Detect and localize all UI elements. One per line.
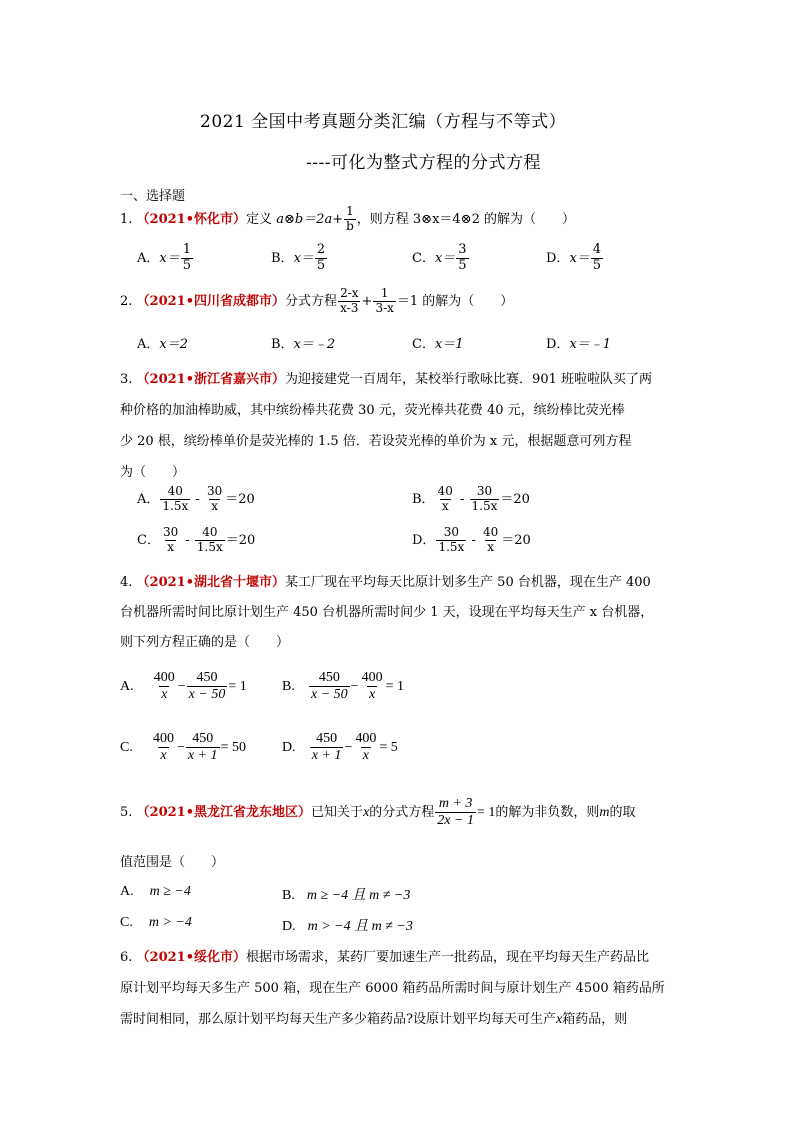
equation-rhs: ＝20 (501, 532, 531, 548)
question-text: 为迎接建党一百周年，某校举行歌咏比赛．901 班啦啦队买了两 (285, 372, 652, 387)
question-text: 箱药品，则 (562, 1012, 628, 1027)
equation-rhs: = 1 (228, 679, 247, 695)
fraction (353, 731, 378, 764)
numerator: 1 (182, 242, 192, 257)
option-variable: x＝ (569, 250, 590, 266)
question-text: 种价格的加油棒助威，其中缤纷棒共花费 30 元，荧光棒共花费 40 元，缤纷棒比荧光棒 (120, 403, 625, 418)
option-label: A. (120, 679, 134, 695)
fraction (186, 731, 220, 764)
numerator: 4 (592, 242, 602, 257)
option-label: B. (282, 888, 295, 903)
denominator: x (160, 748, 167, 764)
numerator: m + 3 (438, 796, 473, 811)
numerator: 400 (355, 731, 377, 746)
option-label: B． (412, 491, 435, 507)
option-label: C． (412, 250, 435, 266)
numerator: 400 (152, 731, 174, 746)
question-number: 5. (120, 805, 133, 821)
option-b[interactable] (282, 670, 404, 703)
question-text: 的分式方程 (369, 805, 435, 821)
option-text: x＝1 (434, 337, 464, 352)
question-1 (120, 205, 575, 234)
numerator: 40 (482, 525, 499, 539)
section-heading: 一、选择题 (120, 189, 186, 204)
question-source: （2021•浙江省嘉兴市） (136, 372, 286, 387)
option-c[interactable] (120, 915, 192, 931)
question-3 (120, 364, 680, 488)
minus-sign: - (185, 532, 190, 548)
minus-sign: − (176, 740, 185, 756)
denominator: 1.5x (438, 539, 465, 554)
denominator: 2x − 1 (437, 813, 474, 829)
option-c[interactable] (412, 333, 464, 352)
denominator: x + 1 (311, 748, 342, 764)
option-text: x＝﹣2 (293, 337, 336, 352)
question-number: 2. (120, 293, 133, 309)
option-label: D. (282, 919, 296, 934)
numerator: 40 (202, 525, 218, 539)
question-source: （2021•绥化市） (136, 950, 247, 965)
option-text: m > −4 且 m ≠ −3 (307, 919, 413, 934)
option-c[interactable] (120, 731, 246, 764)
question-text: 需时间相同，那么原计划平均每天生产多少箱药品?设原计划平均每天可生产 (120, 1012, 556, 1027)
document-title: 2021 全国中考真题分类汇编（方程与不等式） (200, 112, 567, 132)
option-text: m ≥ −4 且 m ≠ −3 (306, 888, 411, 903)
minus-sign: - (195, 491, 200, 507)
fraction (195, 526, 225, 555)
numerator: 2-x (340, 286, 359, 300)
denominator: x (368, 687, 376, 703)
numerator: 1 (346, 204, 354, 218)
question-text: 已知关于 (311, 805, 364, 821)
fraction (344, 205, 356, 234)
option-label: B. (282, 679, 295, 695)
numerator: 450 (196, 670, 218, 685)
document-subtitle: ----可化为整式方程的分式方程 (306, 153, 541, 173)
denominator: 1.5x (162, 498, 189, 513)
denominator: 1.5x (196, 539, 223, 554)
numerator: 30 (162, 525, 179, 539)
question-number: 3. (120, 372, 133, 387)
option-c[interactable] (412, 243, 470, 274)
numerator: 450 (318, 670, 340, 685)
option-label: D. (282, 740, 296, 756)
denominator: x (362, 748, 369, 764)
denominator: 1.5x (471, 498, 498, 513)
fraction (152, 670, 177, 703)
option-variable: x＝ (159, 250, 180, 266)
option-d[interactable] (282, 915, 413, 935)
denominator: x + 1 (187, 748, 218, 764)
fraction (160, 485, 190, 514)
option-label: D． (546, 337, 570, 352)
fraction (373, 287, 395, 316)
option-label: A． (137, 337, 160, 352)
fraction (181, 243, 193, 274)
option-text: x＝2 (159, 337, 188, 352)
option-b[interactable] (282, 884, 410, 904)
question-text: 分式方程 (285, 293, 338, 309)
question-source: （2021•四川省成都市） (136, 293, 286, 309)
option-text: m ≥ −4 (149, 884, 191, 899)
math-variable: m (599, 805, 610, 821)
minus-sign: − (344, 740, 353, 756)
fraction (187, 670, 228, 703)
question-text: 原计划平均每天多生产 500 箱，现在生产 6000 箱药品所需时间与原计划生产 4500 箱药品所 (120, 981, 665, 996)
denominator: x (211, 498, 218, 513)
option-d[interactable] (546, 333, 611, 352)
numerator: 3 (458, 242, 467, 257)
option-label: C. (120, 740, 133, 756)
denominator: b (346, 218, 354, 233)
question-4 (120, 568, 680, 658)
option-label: C. (120, 915, 133, 930)
option-label: D． (546, 250, 570, 266)
question-source: （2021•湖北省十堰市） (136, 575, 286, 590)
denominator: x (161, 687, 168, 703)
fraction (315, 243, 327, 274)
equation-rhs: = 1 (476, 805, 496, 821)
option-c[interactable] (137, 526, 255, 555)
question-text: 为（ ） (120, 465, 186, 480)
denominator: 3-x (375, 300, 394, 315)
question-text: 少 20 根，缤纷棒单价是荧光棒的 1.5 倍．若设荧光棒的单价为 x 元，根据题意可列方程 (120, 434, 632, 449)
math-variable: x (363, 805, 370, 821)
option-label: A. (120, 884, 134, 899)
denominator: 5 (458, 257, 467, 273)
numerator: 30 (443, 525, 459, 539)
question-text: ，则方程 3⊗x＝4⊗2 的解为（ ） (356, 211, 575, 227)
denominator: x (167, 539, 174, 554)
fraction (309, 670, 350, 703)
denominator: 5 (182, 257, 192, 273)
fraction (481, 526, 500, 555)
fraction (310, 731, 344, 764)
plus-sign: + (361, 293, 373, 309)
denominator: 5 (592, 257, 602, 273)
option-text: m > −4 (148, 915, 192, 930)
fraction (161, 526, 180, 555)
numerator: 30 (206, 484, 223, 498)
fraction (591, 243, 603, 274)
question-number: 1. (120, 211, 133, 227)
denominator: x (487, 539, 495, 554)
question-source: （2021•黑龙江省龙东地区） (136, 805, 312, 821)
option-text: x＝﹣1 (569, 337, 612, 352)
minus-sign: - (459, 491, 465, 507)
fraction (436, 526, 466, 555)
equation-rhs: ＝20 (500, 491, 530, 507)
fraction (360, 670, 385, 703)
equation-rhs: = 1 (385, 679, 404, 695)
denominator: x-3 (340, 300, 359, 315)
option-b[interactable] (271, 243, 328, 274)
option-b[interactable] (271, 333, 335, 352)
option-label: C． (137, 532, 160, 548)
denominator: x − 50 (188, 687, 226, 703)
numerator: 2 (316, 242, 326, 257)
option-d[interactable] (282, 731, 398, 764)
option-a[interactable] (137, 333, 188, 352)
numerator: 450 (316, 731, 338, 746)
minus-sign: − (177, 679, 186, 695)
fraction (338, 287, 360, 316)
option-label: D． (412, 532, 436, 548)
question-text: 根据市场需求，某药厂要加速生产一批药品，现在平均每天生产药品比 (246, 950, 650, 965)
option-b[interactable] (412, 485, 530, 514)
question-text: ＝1 的解为（ ） (396, 293, 514, 309)
fraction (151, 731, 176, 764)
denominator: x (441, 498, 449, 513)
question-number: 6. (120, 950, 133, 965)
option-label: C． (412, 337, 435, 352)
option-label: B． (271, 250, 294, 266)
option-label: B． (271, 337, 294, 352)
math-expression: a⊗b＝2a+ (276, 211, 344, 227)
fraction (470, 485, 500, 514)
denominator: 5 (316, 257, 326, 273)
question-text: 的取 (609, 805, 636, 821)
option-d[interactable] (546, 243, 604, 274)
question-5 (120, 796, 636, 829)
option-a[interactable] (137, 485, 255, 514)
option-a[interactable] (120, 670, 247, 703)
option-label: A． (137, 250, 160, 266)
question-text: 的解为非负数，则 (495, 805, 600, 821)
question-6 (120, 942, 680, 1035)
numerator: 450 (192, 731, 214, 746)
equation-rhs: = 5 (379, 740, 398, 756)
question-text: 值范围是（ ） (120, 855, 225, 870)
option-variable: x＝ (293, 250, 314, 266)
numerator: 30 (476, 484, 493, 498)
option-a[interactable] (120, 884, 191, 900)
question-text: 某工厂现在平均每天比原计划多生产 50 台机器，现在生产 400 (285, 575, 651, 590)
numerator: 40 (167, 484, 183, 498)
fraction (435, 796, 476, 829)
minus-sign: - (471, 532, 476, 548)
fraction (456, 243, 468, 274)
fraction (205, 485, 224, 514)
question-text: 台机器所需时间比原计划生产 450 台机器所需时间少 1 天，设现在平均每天生产 x 台机器， (120, 605, 654, 620)
option-label: A． (137, 491, 160, 507)
fraction (436, 485, 455, 514)
numerator: 1 (380, 286, 389, 300)
equation-rhs: = 50 (220, 740, 246, 756)
minus-sign: − (350, 679, 359, 695)
question-text: 则下列方程正确的是（ ） (120, 635, 290, 650)
question-2 (120, 287, 513, 316)
option-a[interactable] (137, 243, 194, 274)
numerator: 400 (361, 670, 383, 685)
math-variable: x (555, 1012, 563, 1027)
equation-rhs: ＝20 (225, 491, 255, 507)
question-source: （2021•怀化市） (136, 211, 247, 227)
question-text: 定义 (246, 211, 273, 227)
denominator: x − 50 (310, 687, 348, 703)
numerator: 40 (437, 484, 453, 498)
equation-rhs: ＝20 (225, 532, 256, 548)
numerator: 400 (153, 670, 175, 685)
question-number: 4. (120, 575, 133, 590)
option-d[interactable] (412, 526, 531, 555)
option-variable: x＝ (434, 250, 456, 266)
